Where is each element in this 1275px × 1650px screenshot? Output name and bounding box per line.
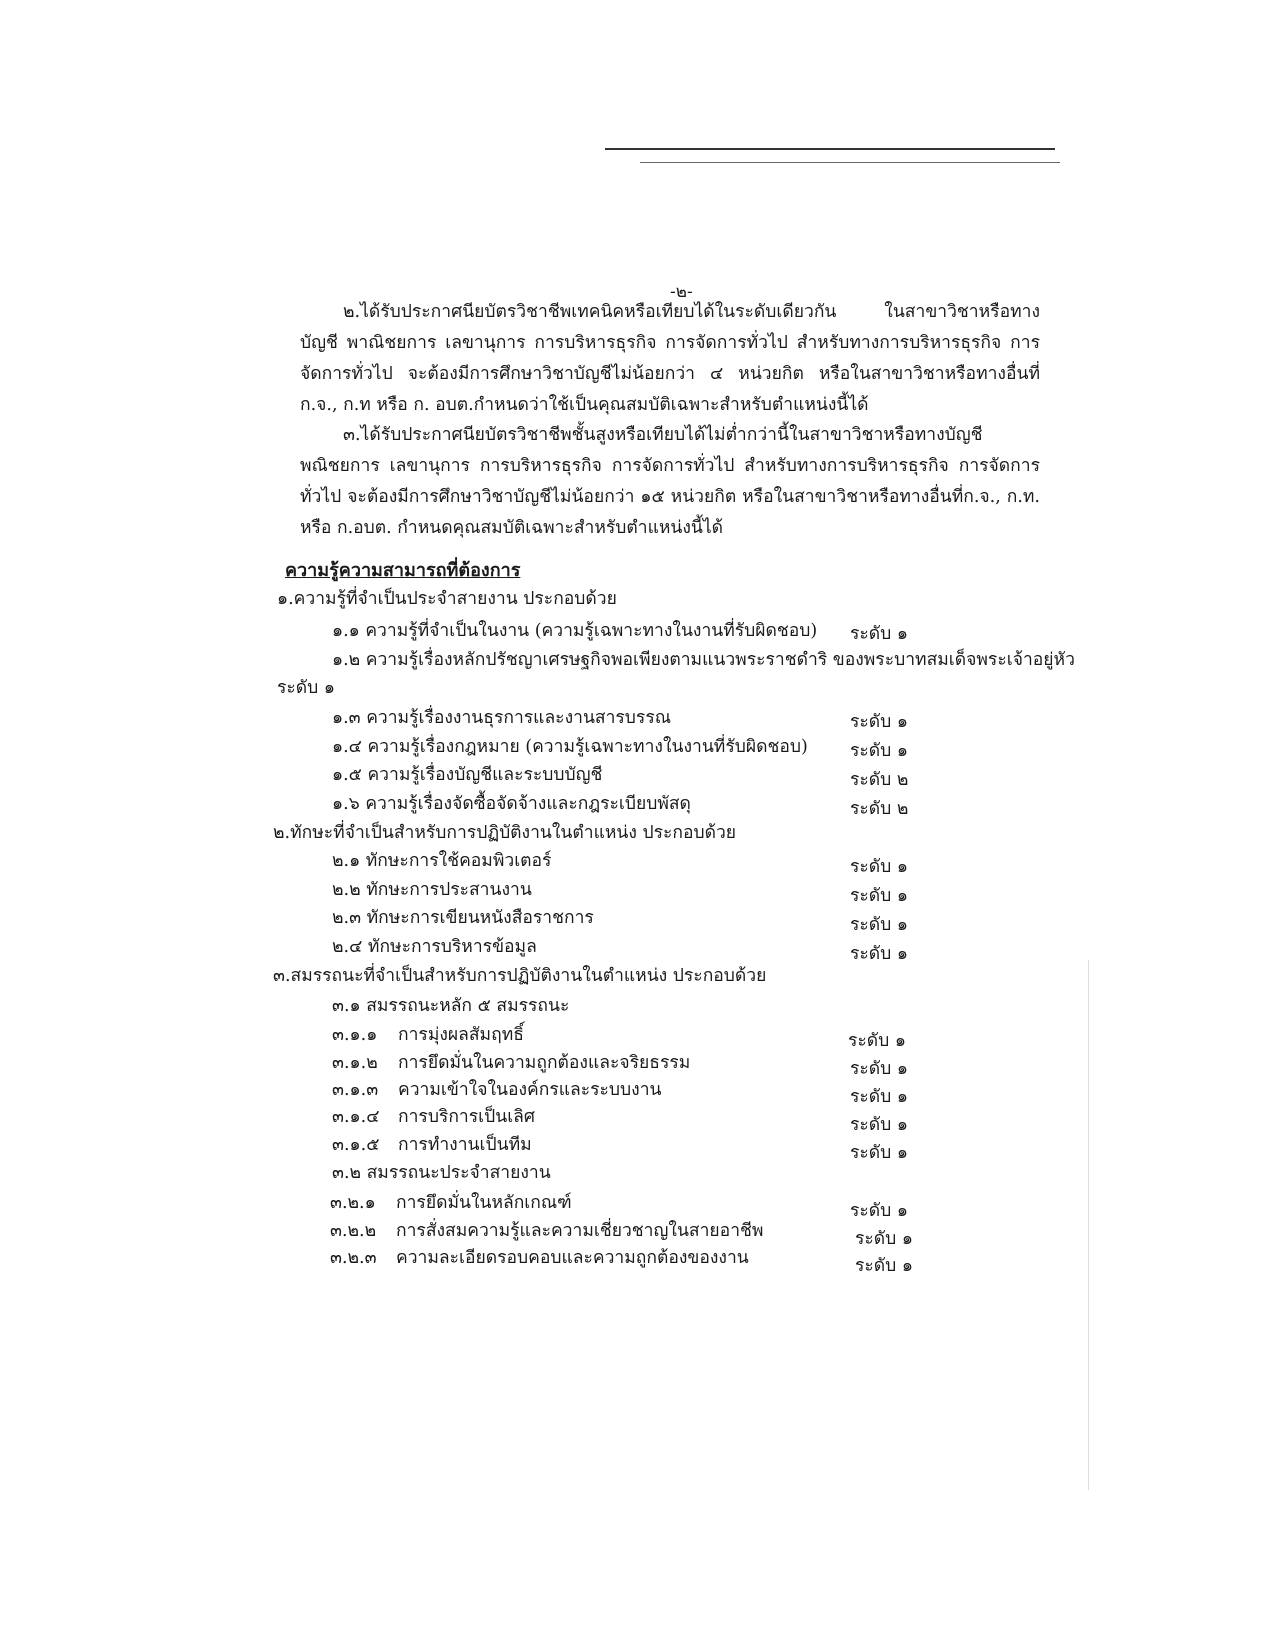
list-item: ๒.๒ ทักษะการประสานงาน (332, 880, 532, 900)
list-item: ๒.๓ ทักษะการเขียนหนังสือราชการ (332, 908, 594, 928)
list-item: ๒.๑ ทักษะการใช้คอมพิวเตอร์ (332, 851, 552, 871)
scan-artifact-edge (1088, 960, 1089, 1490)
list-item: การมุ่งผลสัมฤทธิ์ (398, 1025, 524, 1045)
level-label: ระดับ ๑ (850, 915, 908, 935)
section-heading: ความรู้ความสามารถที่ต้องการ (285, 560, 521, 581)
item-code: ๓.๑.๕ (332, 1135, 380, 1155)
level-label: ระดับ ๑ (855, 1229, 913, 1249)
level-label: ระดับ ๑ (855, 1256, 913, 1276)
subsection-title: ๓.๒ สมรรถนะประจำสายงาน (332, 1163, 551, 1183)
section-3-title: ๓.สมรรถนะที่จำเป็นสำหรับการปฏิบัติงานในตำแหน่ง ประกอบด้วย (273, 966, 767, 986)
list-item: ความละเอียดรอบคอบและความถูกต้องของงาน (396, 1248, 749, 1268)
level-label: ระดับ ๑ (850, 1201, 908, 1221)
subsection-title: ๓.๑ สมรรถนะหลัก ๕ สมรรถนะ (332, 996, 570, 1016)
level-label: ระดับ ๑ (850, 1059, 908, 1079)
list-item: การบริการเป็นเลิศ (398, 1107, 536, 1127)
list-item: ๑.๓ ความรู้เรื่องงานธุรการและงานสารบรรณ (332, 708, 671, 728)
item-code: ๓.๑.๓ (332, 1080, 379, 1100)
item-code: ๓.๒.๓ (330, 1248, 377, 1268)
level-label: ระดับ ๒ (850, 770, 909, 790)
list-item: การยึดมั่นในความถูกต้องและจริยธรรม (398, 1053, 691, 1073)
list-item: การทำงานเป็นทีม (398, 1135, 532, 1155)
list-item: การยึดมั่นในหลักเกณฑ์ (396, 1193, 572, 1213)
item-code: ๓.๑.๒ (332, 1053, 378, 1073)
qualification-paragraph-3: ๓.ได้รับประกาศนียบัตรวิชาชีพชั้นสูงหรือเทียบได้ไม่ต่ำกว่านี้ในสาขาวิชาหรือทางบัญชี พณิชยการ เลขานุการ การบริหารธุรกิจ การจัดการทั่วไป สำหรับทางการบริหารธุรกิจ การจัดการทั่วไป จะต้องมีการศึกษาวิชาบัญชีไม่น้อยกว่า ๑๕ หน่วยกิต หรือในสาขาวิชาหรือทางอื่นที่ก.จ., ก.ท. หรือ ก.อบต. กำหนดคุณสมบัติเฉพาะสำหรับตำแหน่งนี้ได้ (300, 425, 1040, 538)
level-label: ระดับ ๑ (850, 1143, 908, 1163)
level-label: ระดับ ๑ (850, 886, 908, 906)
level-label: ระดับ ๑ (850, 944, 908, 964)
level-label: ระดับ ๑ (850, 1115, 908, 1135)
item-code: ๓.๒.๒ (330, 1221, 377, 1241)
level-label: ระดับ ๑ (850, 1087, 908, 1107)
level-label: ระดับ ๑ (850, 741, 908, 761)
page-number: -๒- (670, 282, 693, 302)
section-2-title: ๒.ทักษะที่จำเป็นสำหรับการปฏิบัติงานในตำแหน่ง ประกอบด้วย (273, 823, 737, 843)
scan-artifact-line (640, 162, 1060, 163)
list-item: ๑.๕ ความรู้เรื่องบัญชีและระบบบัญชี (332, 765, 603, 785)
level-label: ระดับ ๑ (850, 624, 908, 644)
list-item: การสั่งสมความรู้และความเชี่ยวชาญในสายอาชีพ (396, 1221, 764, 1241)
level-label: ระดับ ๑ (277, 678, 335, 698)
list-item: ๑.๖ ความรู้เรื่องจัดซื้อจัดจ้างและกฎระเบียบพัสดุ (332, 794, 691, 814)
item-code: ๓.๒.๑ (330, 1193, 376, 1213)
level-label: ระดับ ๑ (848, 1031, 906, 1051)
level-label: ระดับ ๑ (850, 857, 908, 877)
qualification-paragraph-2: ๒.ได้รับประกาศนียบัตรวิชาชีพเทคนิคหรือเทียบได้ในระดับเดียวกัน ในสาขาวิชาหรือทาง บัญชี พาณิชยการ เลขานุการ การบริหารธุรกิจ การจัดการทั่วไป สำหรับทางการบริหารธุรกิจ การจัดการทั่วไป จะต้องมีการศึกษาวิชาบัญชีไม่น้อยกว่า ๔ หน่วยกิต หรือในสาขาวิชาหรือทางอื่นที่ ก.จ., ก.ท หรือ ก. อบต.กำหนดว่าใช้เป็นคุณสมบัติเฉพาะสำหรับตำแหน่งนี้ได้ (300, 302, 1040, 415)
list-item: ความเข้าใจในองค์กรและระบบงาน (398, 1080, 662, 1100)
list-item: ๑.๒ ความรู้เรื่องหลักปรัชญาเศรษฐกิจพอเพียงตามแนวพระราชดำริ ของพระบาทสมเด็จพระเจ้าอยู่หัว (332, 650, 1075, 670)
item-code: ๓.๑.๑ (332, 1025, 378, 1045)
list-item: ๑.๔ ความรู้เรื่องกฎหมาย (ความรู้เฉพาะทางในงานที่รับผิดชอบ) (332, 737, 808, 757)
scan-artifact-line (605, 148, 1055, 150)
list-item: ๑.๑ ความรู้ที่จำเป็นในงาน (ความรู้เฉพาะทางในงานที่รับผิดชอบ) (332, 621, 818, 641)
section-1-title: ๑.ความรู้ที่จำเป็นประจำสายงาน ประกอบด้วย (277, 589, 617, 609)
level-label: ระดับ ๑ (850, 712, 908, 732)
item-code: ๓.๑.๔ (332, 1107, 380, 1127)
list-item: ๒.๔ ทักษะการบริหารข้อมูล (332, 937, 537, 957)
level-label: ระดับ ๒ (850, 799, 909, 819)
